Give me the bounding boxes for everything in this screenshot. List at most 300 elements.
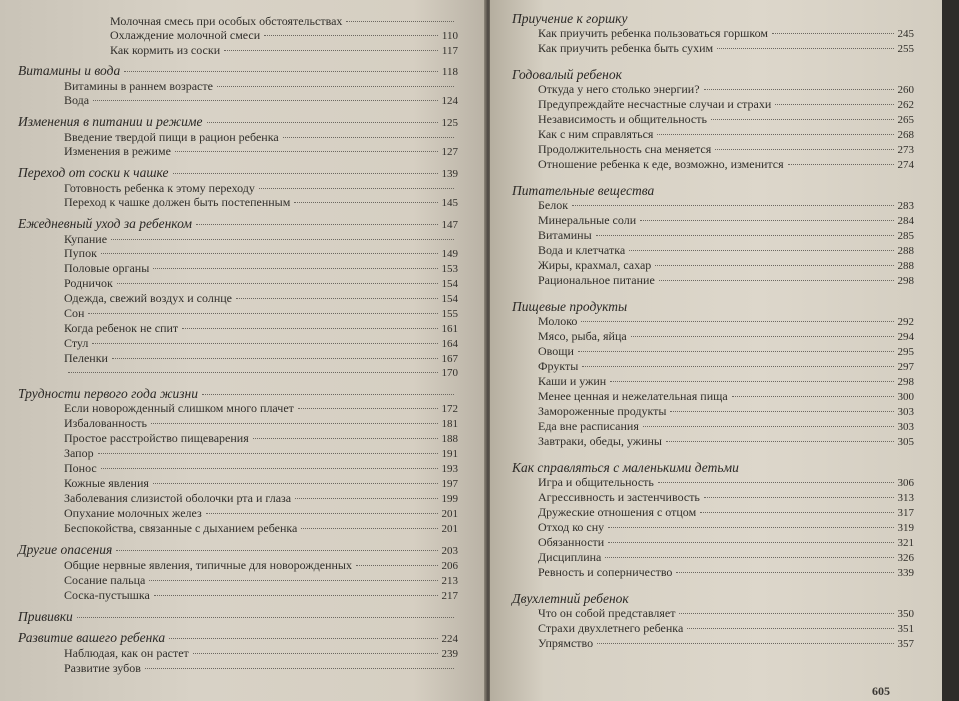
entry-page: 153 (441, 263, 458, 275)
section-heading (18, 387, 458, 401)
dot-leader (775, 104, 893, 105)
dot-leader (640, 220, 893, 221)
dot-leader (259, 188, 454, 189)
toc-entry (64, 461, 458, 476)
entry-title: Минеральные соли (538, 213, 637, 227)
toc-entry (64, 646, 458, 661)
entry-title: Простое расстройство пищеварения (64, 431, 249, 445)
dot-leader (704, 89, 894, 90)
entry-page: 350 (897, 608, 914, 620)
entry-title: Когда ребенок не спит (64, 321, 179, 335)
toc-section (512, 184, 914, 288)
toc-entry (538, 142, 914, 157)
toc-entry (64, 431, 458, 446)
section-heading (18, 217, 458, 232)
dot-leader (169, 638, 437, 639)
toc-entry (64, 246, 458, 261)
toc-entry (64, 130, 458, 144)
entry-title: Овощи (538, 344, 574, 358)
toc-entry (538, 621, 914, 636)
entry-title: Введение твердой пищи в рацион ребенка (64, 130, 279, 144)
page-number: 605 (872, 684, 890, 698)
entry-title: Как кормить из соски (110, 43, 221, 57)
entry-page: 339 (897, 567, 914, 579)
toc-entry (64, 79, 458, 93)
entry-page: 306 (897, 477, 914, 489)
entry-title: Мясо, рыба, яйца (538, 329, 627, 343)
toc-entry (538, 419, 914, 434)
section-heading (512, 461, 914, 475)
section-heading (512, 12, 914, 26)
entry-page: 124 (441, 95, 458, 107)
dot-leader (772, 33, 894, 34)
dot-leader (112, 358, 438, 359)
toc-entry (538, 157, 914, 172)
entry-page: 117 (441, 45, 458, 57)
toc-entry (64, 573, 458, 588)
entry-title: Вода и клетчатка (538, 243, 626, 257)
toc-entry (538, 389, 914, 404)
section-heading (18, 64, 458, 79)
entry-title: Продолжительность сна меняется (538, 142, 712, 156)
entry-page: 188 (441, 433, 458, 445)
dot-leader (659, 280, 894, 281)
entry-page: 298 (897, 376, 914, 388)
toc-section (512, 68, 914, 172)
section-entries (512, 198, 914, 288)
entry-page: 357 (897, 638, 914, 650)
entry-page: 164 (441, 338, 458, 350)
entry-page: 193 (441, 463, 458, 475)
toc-entry (64, 588, 458, 603)
toc-entry (64, 558, 458, 573)
dot-leader (145, 668, 454, 669)
right-toc-column (512, 12, 914, 663)
toc-section (18, 217, 458, 380)
dot-leader (202, 394, 454, 395)
toc-entry (538, 550, 914, 565)
dot-leader (88, 313, 437, 314)
dot-leader (788, 164, 894, 165)
dot-leader (101, 253, 438, 254)
toc-entry (538, 359, 914, 374)
section-page: 118 (441, 66, 458, 78)
entry-title: Обязанности (538, 535, 605, 549)
dot-leader (711, 119, 894, 120)
entry-page: 201 (441, 523, 458, 535)
section-title: Развитие вашего ребенка (18, 630, 166, 645)
toc-section (512, 461, 914, 580)
entry-title: Откуда у него столько энергии? (538, 82, 700, 96)
dot-leader (93, 100, 437, 101)
entry-title: Пеленки (64, 351, 108, 365)
entry-title: Как приучить ребенка быть сухим (538, 41, 714, 55)
entry-page: 283 (897, 200, 914, 212)
left-head-entries (18, 14, 458, 58)
dot-leader (153, 268, 437, 269)
entry-page: 313 (897, 492, 914, 504)
entry-page: 127 (441, 146, 458, 158)
toc-entry (64, 401, 458, 416)
toc-entry (538, 404, 914, 419)
section-entries (18, 232, 458, 380)
entry-title: Родничок (64, 276, 113, 290)
section-entries (18, 181, 458, 210)
toc-entry (64, 276, 458, 291)
toc-entry (538, 273, 914, 288)
entry-title: Предупреждайте несчастные случаи и страхи (538, 97, 772, 111)
entry-title: Витамины в раннем возрасте (64, 79, 213, 93)
section-title: Двухлетний ребенок (512, 591, 629, 606)
dot-leader (346, 21, 454, 22)
toc-section (18, 631, 458, 675)
toc-entry (64, 476, 458, 491)
entry-title: Страхи двухлетнего ребенка (538, 621, 684, 635)
entry-page: 191 (441, 448, 458, 460)
dot-leader (298, 408, 438, 409)
entry-page: 295 (897, 346, 914, 358)
entry-title: Еда вне расписания (538, 419, 639, 433)
toc-entry (538, 344, 914, 359)
entry-title: Опухание молочных желез (64, 506, 202, 520)
toc-entry (538, 606, 914, 621)
entry-title: Упрямство (538, 636, 594, 650)
section-title: Как справляться с маленькими детьми (512, 460, 739, 475)
section-title: Трудности первого года жизни (18, 386, 198, 401)
dot-leader (295, 498, 437, 499)
toc-section (18, 166, 458, 210)
dot-leader (294, 202, 437, 203)
entry-page: 284 (897, 215, 914, 227)
toc-entry (538, 243, 914, 258)
section-entries (18, 401, 458, 536)
entry-page: 154 (441, 293, 458, 305)
toc-entry (64, 491, 458, 506)
entry-page: 170 (441, 367, 458, 379)
entry-title: Если новорожденный слишком много плачет (64, 401, 294, 415)
entry-page: 199 (441, 493, 458, 505)
toc-entry (538, 475, 914, 490)
dot-leader (224, 50, 438, 51)
section-title: Питательные вещества (512, 183, 655, 198)
entry-title: Витамины (538, 228, 592, 242)
section-entries (512, 475, 914, 580)
toc-entry (64, 416, 458, 431)
section-page: 224 (441, 633, 458, 645)
dot-leader (207, 122, 438, 123)
entry-page: 317 (897, 507, 914, 519)
dot-leader (124, 71, 438, 72)
section-page: 147 (441, 219, 458, 231)
entry-page: 297 (897, 361, 914, 373)
dot-leader (101, 468, 438, 469)
section-title: Изменения в питании и режиме (18, 114, 203, 129)
section-entries (512, 314, 914, 449)
toc-section (18, 64, 458, 108)
section-entries (512, 26, 914, 56)
dot-leader (581, 321, 893, 322)
toc-entry (538, 41, 914, 56)
toc-entry (64, 321, 458, 336)
dot-leader (206, 513, 438, 514)
toc-entry (538, 374, 914, 389)
entry-title: Сосание пальца (64, 573, 146, 587)
entry-page: 351 (897, 623, 914, 635)
dot-leader (687, 628, 893, 629)
entry-page: 206 (441, 560, 458, 572)
section-heading (18, 166, 458, 181)
entry-title: Дисциплина (538, 550, 602, 564)
entry-page: 305 (897, 436, 914, 448)
entry-title: Купание (64, 232, 108, 246)
section-heading (512, 68, 914, 82)
toc-entry (64, 366, 458, 380)
entry-title: Половые органы (64, 261, 150, 275)
left-sections (18, 64, 458, 675)
section-title: Годовалый ребенок (512, 67, 622, 82)
toc-entry (64, 195, 458, 210)
entry-page: 262 (897, 99, 914, 111)
entry-page: 288 (897, 260, 914, 272)
dot-leader (264, 35, 438, 36)
entry-title: Охлаждение молочной смеси (110, 28, 261, 42)
entry-page: 260 (897, 84, 914, 96)
entry-page: 268 (897, 129, 914, 141)
section-heading (18, 631, 458, 646)
toc-section (18, 543, 458, 603)
entry-title: Дружеские отношения с отцом (538, 505, 697, 519)
dot-leader (154, 595, 438, 596)
dot-leader (597, 643, 893, 644)
section-title: Прививки (18, 609, 73, 624)
entry-page: 265 (897, 114, 914, 126)
toc-entry (538, 314, 914, 329)
entry-title: Каши и ужин (538, 374, 607, 388)
entry-title: Переход к чашке должен быть постепенным (64, 195, 291, 209)
entry-title: Общие нервные явления, типичные для новорожденных (64, 558, 352, 572)
entry-page: 273 (897, 144, 914, 156)
dot-leader (666, 441, 894, 442)
toc-entry (538, 565, 914, 580)
dot-leader (117, 283, 438, 284)
section-heading (18, 115, 458, 130)
dot-leader (655, 265, 893, 266)
entry-title: Ревность и соперничество (538, 565, 673, 579)
entry-title: Изменения в режиме (64, 144, 171, 158)
section-heading (18, 543, 458, 558)
entry-page: 213 (441, 575, 458, 587)
entry-title: Игра и общительность (538, 475, 654, 489)
section-page: 139 (441, 168, 458, 180)
dot-leader (643, 426, 894, 427)
dot-leader (77, 617, 454, 618)
toc-section (18, 387, 458, 536)
entry-page: 239 (441, 648, 458, 660)
entry-page: 181 (441, 418, 458, 430)
entry-page: 217 (441, 590, 458, 602)
dot-leader (193, 653, 438, 654)
section-entries (18, 79, 458, 108)
section-heading (512, 184, 914, 198)
entry-page: 145 (441, 197, 458, 209)
dot-leader (608, 527, 893, 528)
entry-title: Заболевания слизистой оболочки рта и глаза (64, 491, 292, 505)
dot-leader (253, 438, 438, 439)
dot-leader (578, 351, 894, 352)
dot-leader (173, 173, 438, 174)
entry-page: 298 (897, 275, 914, 287)
entry-title: Независимость и общительность (538, 112, 707, 126)
toc-entry (538, 329, 914, 344)
entry-title: Понос (64, 461, 97, 475)
dot-leader (596, 235, 894, 236)
entry-title: Белок (538, 198, 569, 212)
dot-leader (149, 580, 437, 581)
section-entries (512, 82, 914, 172)
section-title: Переход от соски к чашке (18, 165, 169, 180)
section-title: Пищевые продукты (512, 299, 628, 314)
dot-leader (605, 557, 893, 558)
entry-page: 300 (897, 391, 914, 403)
entry-page: 167 (441, 353, 458, 365)
entry-title: Жиры, крахмал, сахар (538, 258, 652, 272)
toc-entry (538, 228, 914, 243)
dot-leader (98, 453, 438, 454)
toc-entry (64, 336, 458, 351)
entry-title: Замороженные продукты (538, 404, 667, 418)
toc-entry (110, 14, 458, 28)
entry-page: 154 (441, 278, 458, 290)
dot-leader (153, 483, 438, 484)
dot-leader (704, 497, 894, 498)
dot-leader (715, 149, 893, 150)
section-entries (18, 558, 458, 603)
entry-title: Менее ценная и нежелательная пища (538, 389, 728, 403)
entry-title: Молочная смесь при особых обстоятельствах (110, 14, 343, 28)
dot-leader (217, 86, 454, 87)
toc-entry (64, 261, 458, 276)
entry-page: 149 (441, 248, 458, 260)
toc-entry (538, 636, 914, 651)
toc-entry (538, 520, 914, 535)
entry-page: 303 (897, 421, 914, 433)
entry-page: 285 (897, 230, 914, 242)
dot-leader (175, 151, 438, 152)
toc-section (18, 610, 458, 624)
toc-section (18, 115, 458, 159)
entry-page: 319 (897, 522, 914, 534)
section-entries (18, 646, 458, 675)
entry-page: 255 (897, 43, 914, 55)
toc-entry (538, 26, 914, 41)
entry-title: Избалованность (64, 416, 147, 430)
entry-title: Фрукты (538, 359, 579, 373)
section-title: Ежедневный уход за ребенком (18, 216, 192, 231)
dot-leader (182, 328, 437, 329)
dot-leader (111, 239, 454, 240)
toc-entry (538, 505, 914, 520)
entry-page: 303 (897, 406, 914, 418)
dot-leader (670, 411, 893, 412)
dot-leader (732, 396, 894, 397)
toc-entry (64, 506, 458, 521)
entry-page: 294 (897, 331, 914, 343)
toc-entry (64, 446, 458, 461)
dot-leader (608, 542, 893, 543)
entry-title: Одежда, свежий воздух и солнце (64, 291, 233, 305)
left-toc-column (18, 14, 458, 682)
entry-page: 155 (441, 308, 458, 320)
toc-entry (64, 351, 458, 366)
entry-title: Как приучить ребенка пользоваться горшком (538, 26, 768, 40)
toc-entry (538, 112, 914, 127)
entry-page: 288 (897, 245, 914, 257)
toc-entry (538, 258, 914, 273)
entry-title: Отношение ребенка к еде, возможно, изменится (538, 157, 784, 171)
entry-title: Что он собой представляет (538, 606, 676, 620)
entry-title: Отход ко сну (538, 520, 605, 534)
toc-entry (538, 535, 914, 550)
dot-leader (572, 205, 893, 206)
entry-title: Кожные явления (64, 476, 149, 490)
section-heading (512, 300, 914, 314)
toc-entry (538, 127, 914, 142)
toc-entry (110, 43, 458, 58)
dot-leader (679, 613, 893, 614)
dot-leader (356, 565, 438, 566)
entry-title: Готовность ребенка к этому переходу (64, 181, 255, 195)
section-page: 203 (441, 545, 458, 557)
entry-page: 172 (441, 403, 458, 415)
toc-entry (538, 490, 914, 505)
entry-page: 274 (897, 159, 914, 171)
entry-title: Наблюдая, как он растет (64, 646, 189, 660)
dot-leader (582, 366, 893, 367)
toc-entry (64, 181, 458, 195)
dot-leader (68, 372, 438, 373)
dot-leader (676, 572, 893, 573)
section-page: 125 (441, 117, 458, 129)
dot-leader (629, 250, 893, 251)
entry-title: Сон (64, 306, 85, 320)
entry-title: Беспокойства, связанные с дыханием ребенка (64, 521, 298, 535)
toc-entry (64, 521, 458, 536)
section-entries (18, 130, 458, 159)
entry-page: 292 (897, 316, 914, 328)
toc-entry (64, 661, 458, 675)
section-heading (18, 610, 458, 624)
section-title: Витамины и вода (18, 63, 121, 78)
toc-entry (64, 232, 458, 246)
dot-leader (700, 512, 893, 513)
dot-leader (610, 381, 893, 382)
toc-entry (64, 291, 458, 306)
dot-leader (658, 482, 894, 483)
dot-leader (283, 137, 454, 138)
toc-entry (110, 28, 458, 43)
dot-leader (236, 298, 437, 299)
entry-page: 321 (897, 537, 914, 549)
section-heading (512, 592, 914, 606)
entry-page: 197 (441, 478, 458, 490)
entry-title: Агрессивность и застенчивость (538, 490, 700, 504)
toc-entry (538, 97, 914, 112)
toc-section (512, 592, 914, 651)
toc-entry (538, 213, 914, 228)
entry-title: Как с ним справляться (538, 127, 654, 141)
toc-entry (538, 198, 914, 213)
background-edge (942, 0, 959, 701)
